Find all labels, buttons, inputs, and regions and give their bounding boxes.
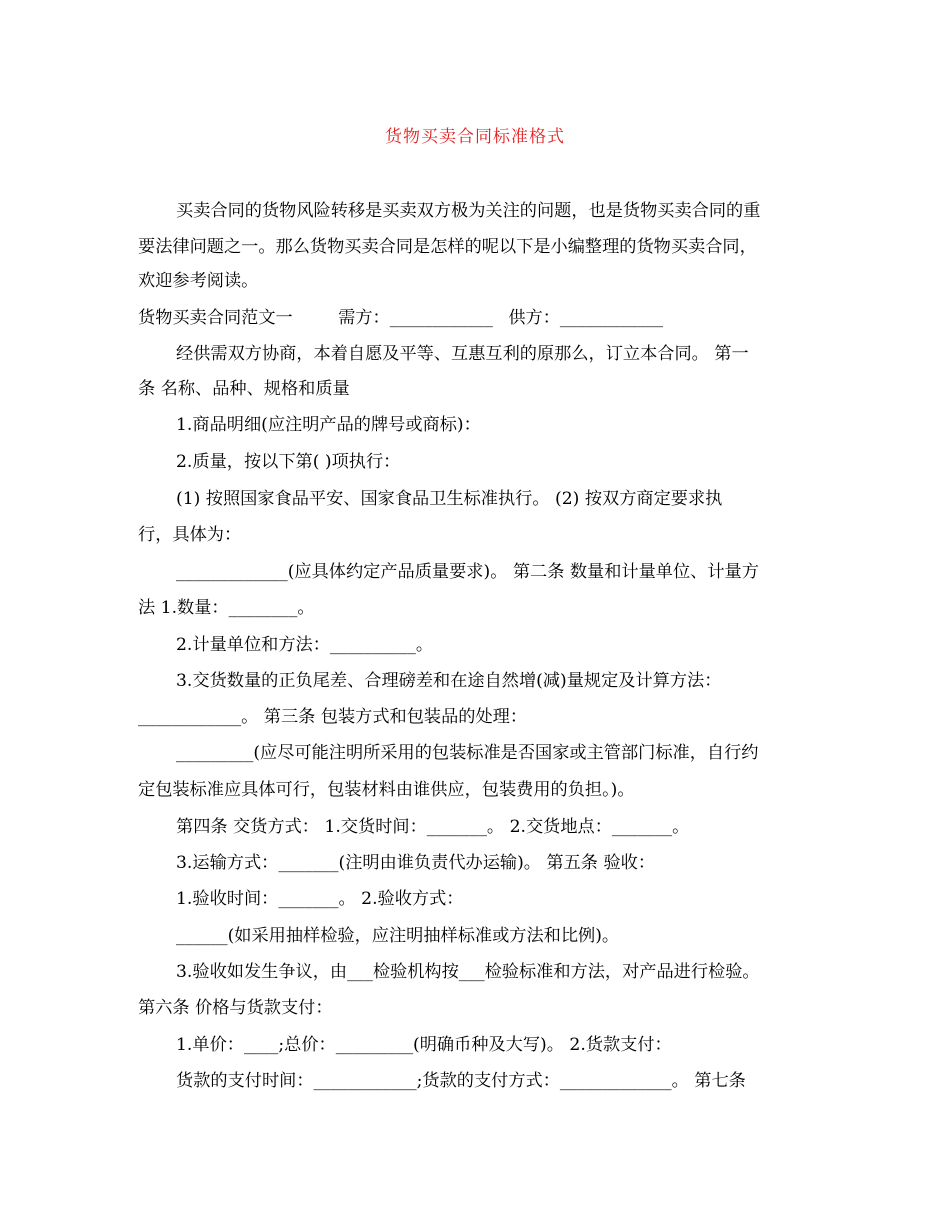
paragraph-line: 3.运输方式：_______(注明由谁负责代办运输)。 第五条 验收： — [176, 853, 656, 873]
document-title: 货物买卖合同标准格式 — [385, 127, 565, 147]
buyer-field: 需方：____________ — [338, 308, 493, 328]
paragraph-line: 3.验收如发生争议，由___检验机构按___检验标准和方法，对产品进行检验。 — [176, 962, 760, 982]
paragraph-line: 买卖合同的货物风险转移是买卖双方极为关注的问题，也是货物买卖合同的重 — [176, 201, 761, 221]
paragraph-line: 1.单价：____;总价：_________(明确币种及大写)。 2.货款支付： — [176, 1035, 672, 1055]
paragraph-line: _____________(应具体约定产品质量要求)。 第二条 数量和计量单位、计量方 — [176, 562, 759, 582]
paragraph-line: 欢迎参考阅读。 — [138, 271, 259, 291]
paragraph-line: 条 名称、品种、规格和质量 — [138, 379, 350, 399]
paragraph-line: 第六条 价格与货款支付： — [138, 998, 333, 1018]
paragraph-line: 行，具体为： — [138, 525, 242, 545]
sample-header-line — [138, 307, 818, 329]
paragraph-line: 法 1.数量：________。 — [138, 598, 315, 618]
paragraph-line: 2.质量，按以下第( )项执行： — [176, 452, 401, 472]
paragraph-line: 定包装标准应具体可行，包装材料由谁供应，包装费用的负担。)。 — [138, 780, 635, 800]
paragraph-line: ______(如采用抽样检验，应注明抽样标准或方法和比例)。 — [176, 926, 620, 946]
paragraph-line: 第四条 交货方式： 1.交货时间：_______。 2.交货地点：_______。 — [176, 817, 690, 837]
paragraph-line: _________(应尽可能注明所采用的包装标准是否国家或主管部门标准，自行约 — [176, 743, 759, 763]
seller-field: 供方：____________ — [508, 308, 664, 328]
paragraph-line: 货款的支付时间：____________;货款的支付方式：_____________。 第七条 — [176, 1071, 746, 1091]
paragraph-line: 1.验收时间：_______。 2.验收方式： — [176, 889, 464, 909]
paragraph-line: 2.计量单位和方法：__________。 — [176, 635, 434, 655]
paragraph-line: 经供需双方协商，本着自愿及平等、互惠互利的原那么，订立本合同。 第一 — [176, 344, 749, 364]
paragraph-line: 3.交货数量的正负尾差、合理磅差和在途自然增(减)量规定及计算方法： — [176, 671, 722, 691]
paragraph-line: 1.商品明细(应注明产品的牌号或商标)： — [176, 415, 481, 435]
paragraph-line: ____________。 第三条 包装方式和包装品的处理： — [138, 707, 528, 727]
paragraph-line: 要法律问题之一。那么货物买卖合同是怎样的呢以下是小编整理的货物买卖合同， — [138, 237, 757, 257]
sample-title: 货物买卖合同范文一 — [138, 308, 293, 328]
paragraph-line: (1) 按照国家食品平安、国家食品卫生标准执行。 (2) 按双方商定要求执 — [176, 489, 723, 509]
